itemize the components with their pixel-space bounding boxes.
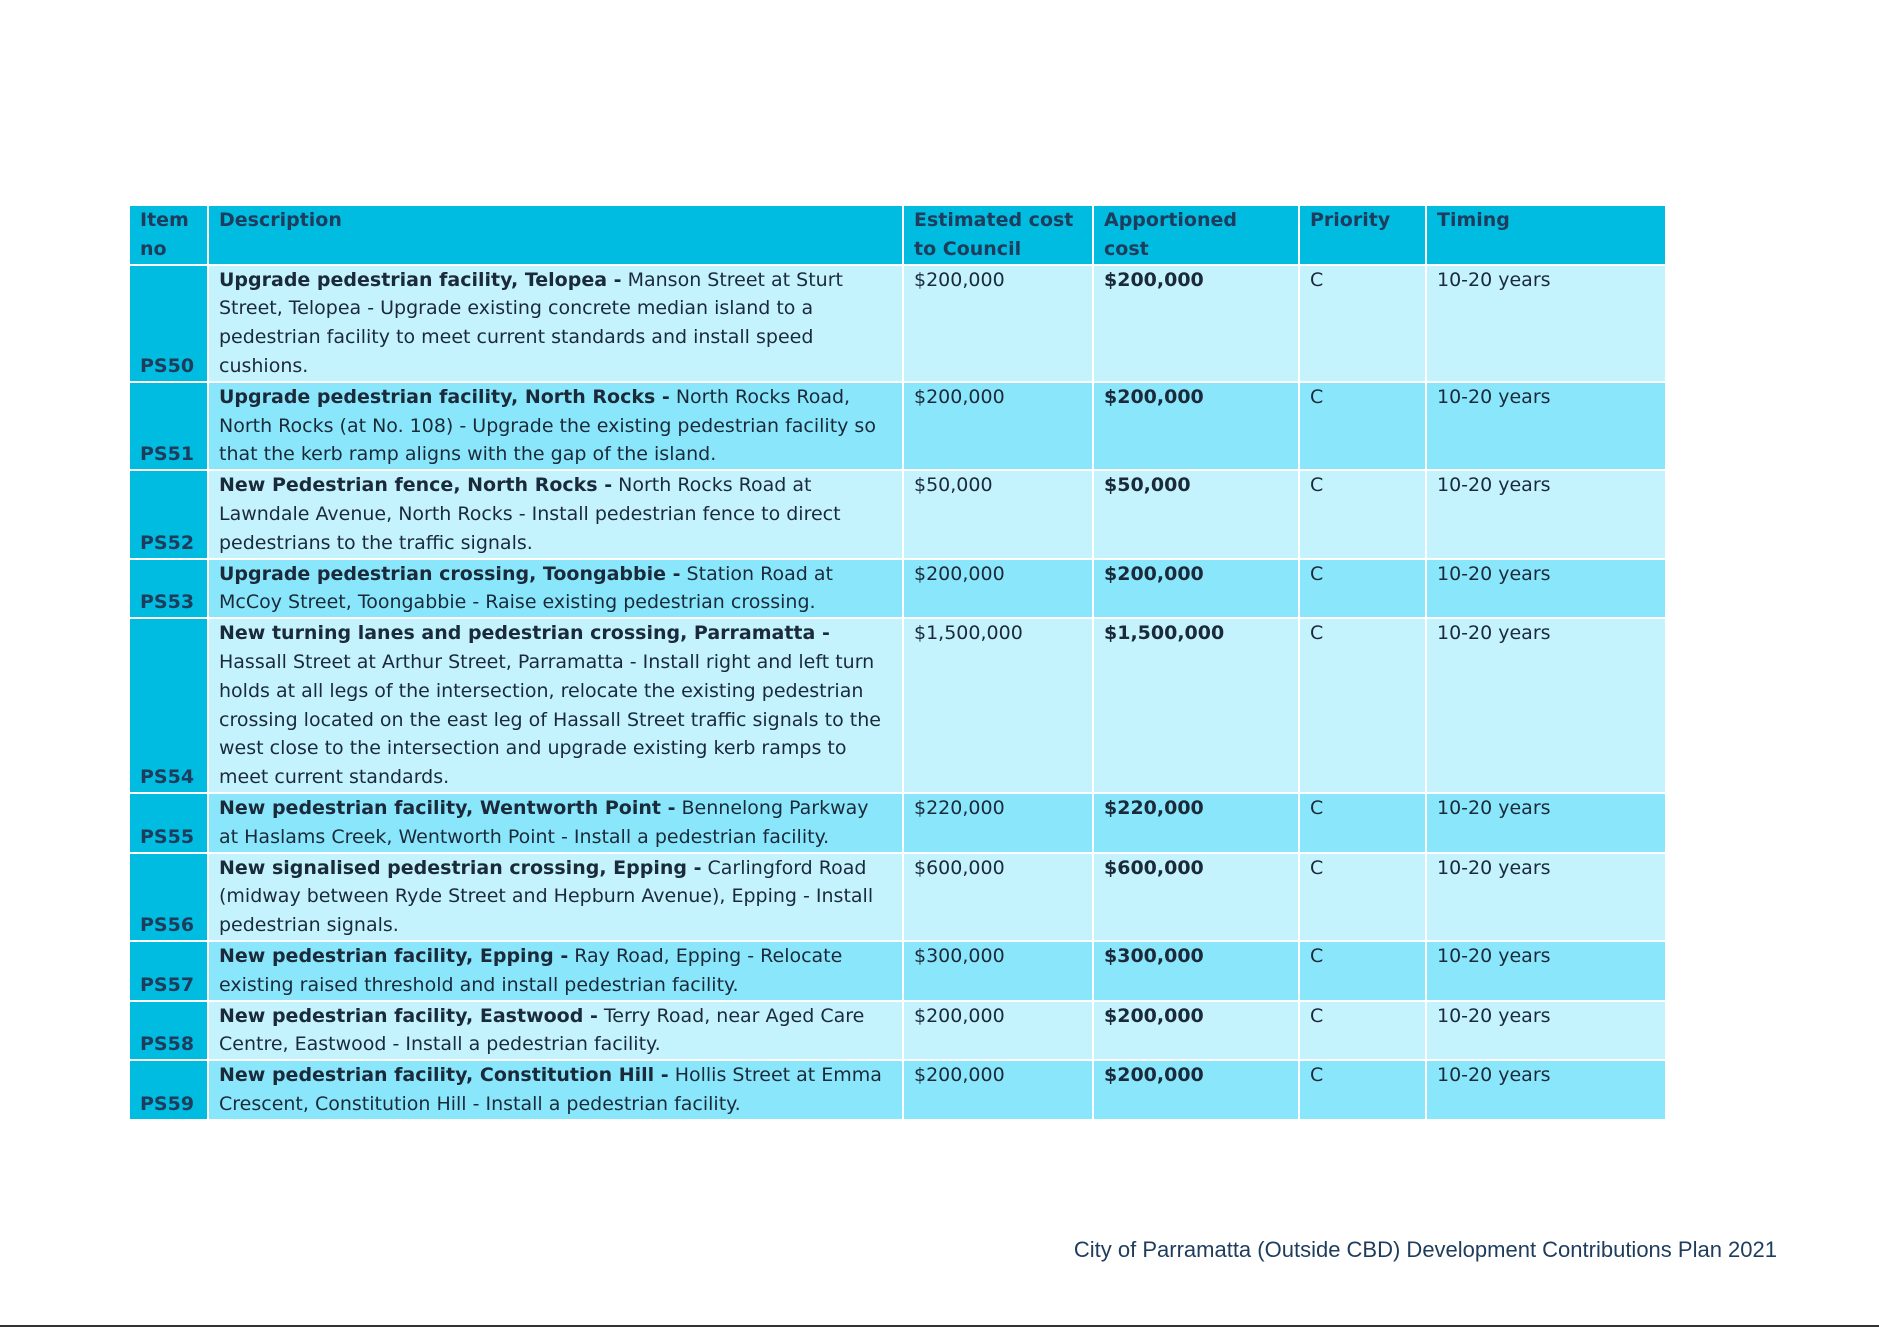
table-row [129, 470, 1666, 558]
header-apportioned-cost: Apportioned cost [1093, 205, 1299, 265]
header-description: Description [208, 205, 903, 265]
description-title: New pedestrian facility, Wentworth Point - [219, 796, 676, 819]
description-detail: Hassall Street at Arthur Street, Parramatta - Install right and left turn holds at all legs of the intersection, relocate the existing pedestrian crossing located on the east leg of Hassall Street traffic signals to the west close to the intersection and upgrade existing kerb ramps to meet current standards. [219, 650, 881, 789]
table-row [129, 1060, 1666, 1120]
estimated-cost: $200,000 [903, 1001, 1093, 1061]
item-number: PS57 [129, 941, 208, 1001]
priority: C [1299, 793, 1426, 853]
estimated-cost: $200,000 [903, 382, 1093, 470]
estimated-cost: $200,000 [903, 559, 1093, 619]
apportioned-cost: $300,000 [1093, 941, 1299, 1001]
estimated-cost: $600,000 [903, 853, 1093, 941]
table-row [129, 853, 1666, 941]
description-title: Upgrade pedestrian facility, North Rocks - [219, 385, 670, 408]
description-cell [208, 1001, 903, 1061]
description-title: New pedestrian facility, Epping - [219, 944, 569, 967]
description-detail: Terry Road, near Aged Care Centre, Eastwood - Install a pedestrian facility. [219, 1004, 865, 1056]
priority: C [1299, 470, 1426, 558]
description-detail: Station Road at McCoy Street, Toongabbie - Raise existing pedestrian crossing. [219, 562, 833, 614]
timing: 10-20 years [1426, 1001, 1666, 1061]
apportioned-cost: $600,000 [1093, 853, 1299, 941]
description-cell [208, 618, 903, 793]
timing: 10-20 years [1426, 1060, 1666, 1120]
description-detail: Manson Street at Sturt Street, Telopea - Upgrade existing concrete median island to a pedestrian facility to meet current standards and install speed cushions. [219, 268, 843, 377]
description-cell [208, 559, 903, 619]
table-header-row [129, 205, 1666, 265]
description-cell [208, 382, 903, 470]
item-number: PS55 [129, 793, 208, 853]
description-detail: Bennelong Parkway at Haslams Creek, Wentworth Point - Install a pedestrian facility. [219, 796, 869, 848]
item-number: PS56 [129, 853, 208, 941]
description-detail: Carlingford Road (midway between Ryde Street and Hepburn Avenue), Epping - Install pedestrian signals. [219, 856, 874, 937]
priority: C [1299, 1060, 1426, 1120]
estimated-cost: $200,000 [903, 265, 1093, 382]
description-detail: Ray Road, Epping - Relocate existing raised threshold and install pedestrian facility. [219, 944, 843, 996]
page-footer: City of Parramatta (Outside CBD) Development Contributions Plan 2021 [1073, 1237, 1777, 1262]
description-cell [208, 470, 903, 558]
table-row [129, 1001, 1666, 1061]
estimated-cost: $50,000 [903, 470, 1093, 558]
apportioned-cost: $200,000 [1093, 559, 1299, 619]
description-detail: North Rocks Road at Lawndale Avenue, North Rocks - Install pedestrian fence to direct pedestrians to the traffic signals. [219, 474, 841, 554]
description-title: New turning lanes and pedestrian crossing, Parramatta - [219, 622, 830, 645]
apportioned-cost: $200,000 [1093, 265, 1299, 382]
description-title: New signalised pedestrian crossing, Epping - [219, 856, 702, 879]
table-row [129, 618, 1666, 793]
priority: C [1299, 265, 1426, 382]
header-timing: Timing [1426, 205, 1666, 265]
description-cell [208, 265, 903, 382]
table-row [129, 382, 1666, 470]
estimated-cost: $1,500,000 [903, 618, 1093, 793]
item-number: PS52 [129, 470, 208, 558]
description-cell [208, 941, 903, 1001]
apportioned-cost: $200,000 [1093, 382, 1299, 470]
item-number: PS58 [129, 1001, 208, 1061]
description-cell [208, 853, 903, 941]
description-cell [208, 793, 903, 853]
priority: C [1299, 559, 1426, 619]
table-row [129, 793, 1666, 853]
timing: 10-20 years [1426, 793, 1666, 853]
timing: 10-20 years [1426, 265, 1666, 382]
timing: 10-20 years [1426, 853, 1666, 941]
description-title: Upgrade pedestrian crossing, Toongabbie - [219, 562, 681, 585]
timing: 10-20 years [1426, 382, 1666, 470]
timing: 10-20 years [1426, 618, 1666, 793]
description-title: Upgrade pedestrian facility, Telopea - [219, 268, 622, 291]
bottom-divider [0, 1325, 1879, 1327]
header-estimated-cost: Estimated cost to Council [903, 205, 1093, 265]
estimated-cost: $200,000 [903, 1060, 1093, 1120]
priority: C [1299, 853, 1426, 941]
description-detail: North Rocks Road, North Rocks (at No. 108) - Upgrade the existing pedestrian facility so that the kerb ramp aligns with the gap of the island. [219, 385, 876, 466]
priority: C [1299, 618, 1426, 793]
description-cell [208, 1060, 903, 1120]
item-number: PS51 [129, 382, 208, 470]
timing: 10-20 years [1426, 470, 1666, 558]
apportioned-cost: $1,500,000 [1093, 618, 1299, 793]
apportioned-cost: $200,000 [1093, 1001, 1299, 1061]
item-number: PS53 [129, 559, 208, 619]
description-title: New pedestrian facility, Eastwood - [219, 1004, 598, 1027]
table-row [129, 265, 1666, 382]
header-item-no: Item no [129, 205, 208, 265]
estimated-cost: $220,000 [903, 793, 1093, 853]
works-schedule-table [128, 204, 1667, 1121]
priority: C [1299, 382, 1426, 470]
description-title: New Pedestrian fence, North Rocks - [219, 474, 613, 497]
estimated-cost: $300,000 [903, 941, 1093, 1001]
table-row [129, 559, 1666, 619]
description-detail: Hollis Street at Emma Crescent, Constitution Hill - Install a pedestrian facility. [219, 1064, 882, 1115]
priority: C [1299, 941, 1426, 1001]
item-number: PS50 [129, 265, 208, 382]
apportioned-cost: $220,000 [1093, 793, 1299, 853]
header-priority: Priority [1299, 205, 1426, 265]
item-number: PS59 [129, 1060, 208, 1120]
priority: C [1299, 1001, 1426, 1061]
apportioned-cost: $200,000 [1093, 1060, 1299, 1120]
table-row [129, 941, 1666, 1001]
item-number: PS54 [129, 618, 208, 793]
description-title: New pedestrian facility, Constitution Hill - [219, 1064, 669, 1087]
timing: 10-20 years [1426, 941, 1666, 1001]
apportioned-cost: $50,000 [1093, 470, 1299, 558]
timing: 10-20 years [1426, 559, 1666, 619]
